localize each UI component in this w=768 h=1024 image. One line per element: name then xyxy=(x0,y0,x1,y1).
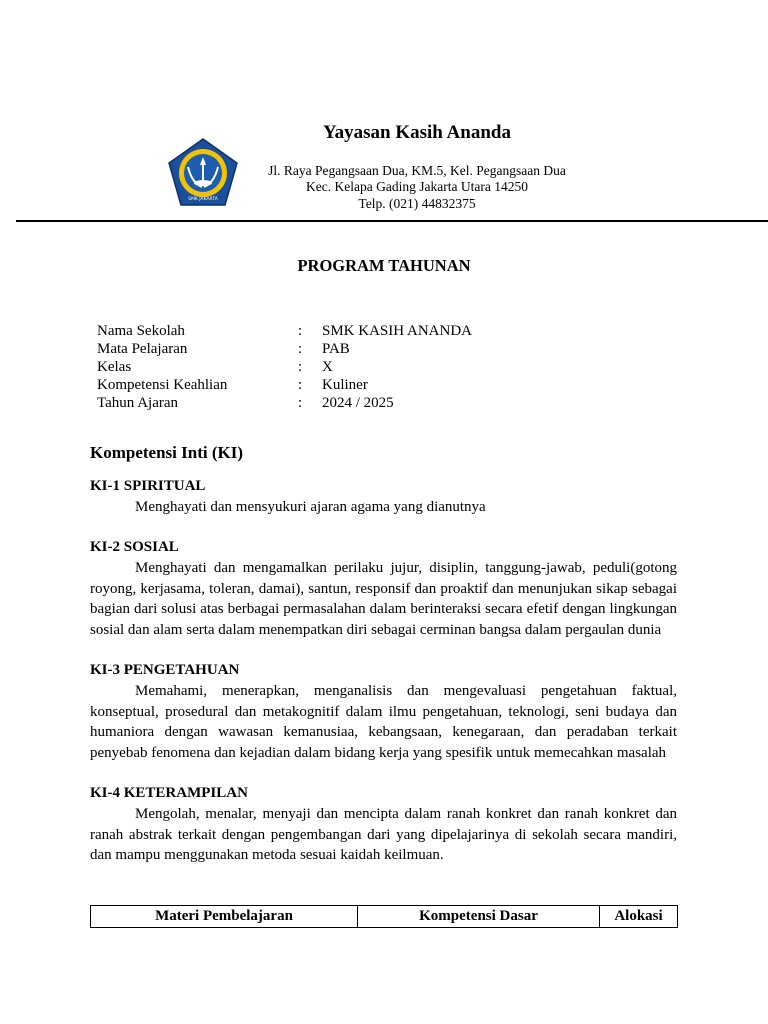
info-colon: : xyxy=(298,359,303,375)
info-label: Nama Sekolah xyxy=(97,323,185,339)
ki-title: KI-1 SPIRITUAL xyxy=(90,478,206,494)
info-colon: : xyxy=(298,341,303,357)
document-title: PROGRAM TAHUNAN xyxy=(297,256,471,275)
address-line-1: Jl. Raya Pegangsaan Dua, KM.5, Kel. Pegangsaan Dua xyxy=(268,163,566,178)
column-header-materi: Materi Pembelajaran xyxy=(91,906,358,928)
address-line-2: Kec. Kelapa Gading Jakarta Utara 14250 xyxy=(306,179,528,194)
info-value: PAB xyxy=(322,341,350,357)
school-logo xyxy=(166,137,240,209)
info-label: Mata Pelajaran xyxy=(97,341,188,357)
info-value: X xyxy=(322,359,333,375)
ki-block-social xyxy=(90,537,677,640)
ki-body: Menghayati dan mengamalkan perilaku jujur, disiplin, tanggung-jawab, peduli(gotong royong, kerjasama, toleran, damai), santun, responsif dan proaktif dan menunjukan sikap sebagai bagian dari solusi atas berbagai permasalahan dalam berinteraksi secara efetif dengan lingkungan sosial dan alam serta dalam menempatkan diri sebagai cerminan bangsa dalam pergaulan dunia xyxy=(90,560,677,638)
ki-title: KI-3 PENGETAHUAN xyxy=(90,662,240,678)
info-colon: : xyxy=(298,377,303,393)
info-value: SMK KASIH ANANDA xyxy=(322,323,473,339)
info-colon: : xyxy=(298,395,303,411)
phone-line: Telp. (021) 44832375 xyxy=(358,196,476,211)
info-value: 2024 / 2025 xyxy=(322,395,394,411)
ki-body: Mengolah, menalar, menyaji dan mencipta dalam ranah konkret dan ranah konkret dan ranah abstrak terkait dengan pengembangan dari yang dipelajarinya di sekolah secara mandiri, dan mampu menggunakan metoda sesuai kaidah keilmuan. xyxy=(90,806,677,863)
column-header-kompetensi: Kompetensi Dasar xyxy=(358,906,600,928)
ki-body: Memahami, menerapkan, menganalisis dan mengevaluasi pengetahuan faktual, konseptual, prosedural dan metakognitif dalam ilmu pengetahuan, teknologi, seni budaya dan humaniora dengan wawasan kemanusiaa, kebangsaan, kenegaraan, dan peradaban terkait penyebab fenomena dan kejadian dalam bidang kerja yang spesifik untuk memecahkan masalah xyxy=(90,683,677,761)
ki-title: KI-2 SOSIAL xyxy=(90,539,179,555)
ki-block-skills xyxy=(90,783,677,866)
column-header-alokasi: Alokasi xyxy=(600,906,678,928)
ki-block-knowledge xyxy=(90,660,677,763)
materials-table xyxy=(90,905,678,928)
ki-body: Menghayati dan mensyukuri ajaran agama yang dianutnya xyxy=(135,499,486,515)
logo-base xyxy=(194,180,212,186)
info-value: Kuliner xyxy=(322,377,368,393)
info-label: Tahun Ajaran xyxy=(97,395,179,411)
table-header-row xyxy=(91,906,678,928)
ki-block-spiritual xyxy=(90,476,677,518)
info-colon: : xyxy=(298,323,303,339)
organization-name: Yayasan Kasih Ananda xyxy=(323,122,511,143)
logo-label-text: SMK JAKARTA xyxy=(188,197,218,202)
info-label: Kompetensi Keahlian xyxy=(97,377,228,393)
section-title: Kompetensi Inti (KI) xyxy=(90,443,243,462)
header-divider xyxy=(16,220,768,222)
info-label: Kelas xyxy=(97,359,132,375)
ki-title: KI-4 KETERAMPILAN xyxy=(90,785,248,801)
